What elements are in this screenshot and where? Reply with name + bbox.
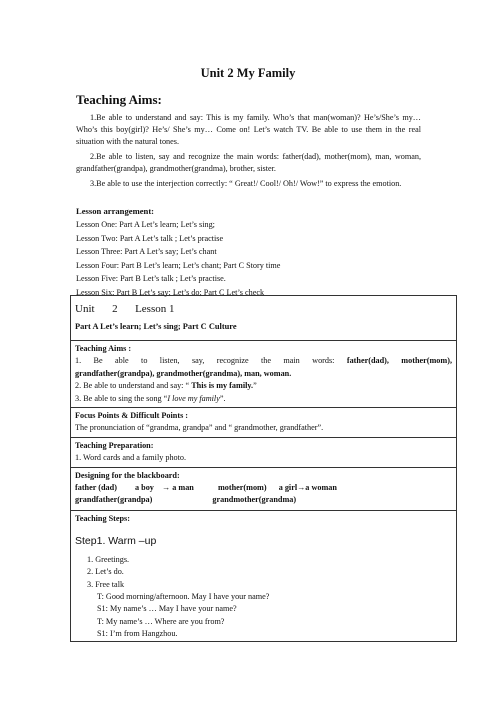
teaching-aims-heading: Teaching Aims: (76, 92, 162, 107)
aim-paragraph-3 (76, 178, 421, 190)
board-word: mother(mom) (217, 483, 267, 493)
board-line-2 (75, 494, 452, 506)
board-word: a man (172, 483, 194, 493)
step-item: 1. Greetings. (87, 554, 130, 564)
dialogue-line: T: My name’s … Where are you from? (97, 616, 225, 626)
prep-cell (71, 437, 457, 467)
unit-number: 2 (112, 303, 118, 315)
lesson-item: Lesson Three: Part A Let’s say; Let’s chant (76, 247, 217, 257)
aim-3-close: ”. (219, 393, 226, 403)
focus-title: Focus Points & Difficult Points : (75, 411, 189, 421)
board-word: father (dad) (75, 483, 117, 493)
aims-title: Teaching Aims : (75, 344, 132, 353)
aim-line-1b: grandfather(grandpa), grandmother(grandma), man, woman. (75, 368, 292, 378)
lesson-item: Lesson Six: Part B Let’s say; Let’s do; Part C Let’s check (76, 287, 265, 297)
prep-title: Teaching Preparation: (75, 440, 154, 450)
aim-paragraph-1 (76, 112, 421, 149)
focus-row (71, 408, 457, 438)
steps-cell (71, 510, 457, 641)
prep-text: 1. Word cards and a family photo. (75, 453, 187, 463)
aims-row (71, 341, 457, 408)
aim-1-words: father(dad), mother(mom), (346, 356, 452, 366)
document-title: Unit 2 My Family (200, 66, 296, 80)
step-1-title: Step1. Warm –up (75, 535, 157, 548)
lesson-arrangement-heading: Lesson arrangement: (76, 206, 155, 216)
aim-text-1: 1.Be able to understand and say: This is my family. Who’s that man(woman)? He’s/She’s my…Who’s this boy(girl)? He’s/ She’s my… Come on! Let’s watch TV. Be able to use them in the real situation with the natural tones. (76, 113, 421, 147)
unit-row (71, 296, 457, 341)
aim-text-3: 3.Be able to use the interjection correctly: “ Great!/ Cool!/ Oh!/ Wow!” to express the emotion. (90, 179, 402, 188)
step-item: 3. Free talk (87, 579, 125, 589)
board-word: a girl (278, 483, 298, 493)
focus-text: The pronunciation of “grandma, grandpa” and “ grandmother, grandfather”. (75, 423, 324, 433)
unit-label: Unit (75, 303, 95, 315)
steps-title: Teaching Steps: (75, 513, 130, 523)
lesson-item: Lesson Four: Part B Let’s learn; Let’s chant; Part C Story time (76, 260, 281, 270)
lesson-subtitle: Part A Let’s learn; Let’s sing; Part C Culture (75, 322, 237, 331)
aim-text-2: 2.Be able to listen, say and recognize the main words: father(dad), mother(mom), man, woman, grandfather(grandpa), grandmother(grandma), brother, sister. (76, 152, 421, 174)
dialogue-line: S1: I’m from Hangzhou. (97, 629, 178, 639)
steps-row (71, 510, 457, 641)
lesson-plan-table (70, 295, 457, 642)
step-1-list (87, 554, 452, 641)
aim-2-sentence: This is my family. (191, 381, 254, 391)
aim-2-close: ” (253, 381, 257, 391)
board-word: a boy (135, 483, 154, 493)
aim-line-3 (75, 393, 452, 405)
dialogue-line: T: Good morning/afternoon. May I have your name? (97, 591, 270, 601)
prep-row (71, 437, 457, 467)
board-row (71, 467, 457, 510)
aim-1-text: 1. Be able to listen, say, recognize the main words: (75, 356, 347, 366)
aim-line-2 (75, 380, 452, 392)
board-title: Designing for the blackboard: (75, 470, 180, 480)
board-word: a woman (305, 483, 337, 493)
lesson-item: Lesson One: Part A Let’s learn; Let’s sing; (76, 220, 215, 229)
aim-paragraph-2 (76, 151, 421, 175)
arrow-icon: → (162, 483, 171, 493)
aim-3-song: I love my family (167, 393, 220, 403)
dialogue-line: S1: My name’s … May I have your name? (97, 604, 237, 614)
lesson-item: Lesson Five: Part B Let’s talk ; Let’s practise. (76, 274, 226, 284)
step-item: 2. Let’s do. (87, 567, 124, 577)
aim-line-1 (75, 355, 452, 367)
lesson-label: Lesson 1 (135, 303, 175, 315)
aim-3-text: 3. Be able to sing the song “ (75, 393, 168, 403)
aim-2-text: 2. Be able to understand and say: “ (75, 381, 192, 391)
focus-cell (71, 408, 457, 438)
board-word: grandmother(grandma) (212, 495, 297, 505)
aims-cell (71, 341, 457, 408)
board-cell (71, 467, 457, 510)
unit-heading (75, 303, 452, 315)
board-line-1 (75, 482, 452, 494)
arrow-icon: → (297, 483, 306, 493)
lesson-item: Lesson Two: Part A Let’s talk ; Let’s practise (76, 233, 224, 243)
board-word: grandfather(grandpa) (75, 495, 153, 505)
unit-cell (71, 296, 457, 341)
lesson-list (76, 218, 280, 300)
